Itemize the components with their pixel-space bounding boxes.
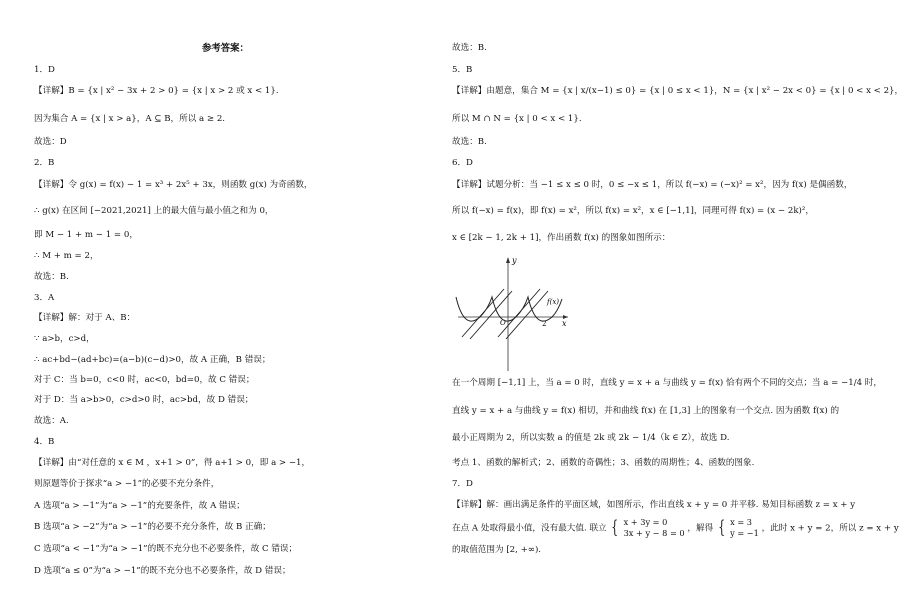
- text-line: 的取值范围为 [2, +∞).: [452, 545, 542, 555]
- equation-system: [730, 517, 759, 539]
- function-graph: [454, 253, 572, 375]
- x-axis-label: x: [562, 319, 567, 328]
- text-line: 故选：B.: [34, 272, 69, 282]
- equation: x + 3y = 0: [623, 517, 668, 527]
- text-line: 对于 D：当 a>b>0，c>d>0 时，ac>bd，故 D 错误；: [34, 395, 254, 405]
- text-line: 【详解】由题意，集合 M = {x | x/(x−1) ≤ 0} = {x | 0 ≤ x < 1}，N = {x | x² − 2x < 0} = {x | 0 < x < 2}，: [452, 86, 903, 96]
- answer-title: 参考答案：: [202, 43, 249, 54]
- text-line: 即 M − 1 + m − 1 = 0，: [34, 230, 138, 240]
- text-line: 【详解】试题分析：当 −1 ≤ x ≤ 0 时，0 ≤ −x ≤ 1，所以 f(−x) = (−x)² = x²，因为 f(x) 是偶函数，: [452, 180, 853, 190]
- text-line: 6．D: [452, 158, 473, 168]
- text-line: A 选项“a > −1”为“a > −1”的充要条件，故 A 错误；: [34, 501, 245, 511]
- equation: y = −1: [730, 528, 759, 538]
- text-line: ∵ a>b，c>d，: [34, 334, 95, 344]
- text-line: B 选项“a > −2”为“a > −1”的必要不充分条件，故 B 正确；: [34, 522, 271, 532]
- text-line: ∴ g(x) 在区间 [−2021,2021] 上的最大值与最小值之和为 0，: [34, 206, 274, 216]
- text-line: 则原题等价于探求“a > −1”的必要不充分条件，: [34, 479, 220, 489]
- equation-system: [624, 517, 685, 539]
- line-y-x-a: [506, 291, 548, 339]
- text-fragment: ，解得: [687, 523, 714, 534]
- text-line: ∴ ac+bd−(ad+bc)=(a−b)(c−d)>0，故 A 正确，B 错误；: [34, 355, 271, 365]
- text-line: 故选：A.: [34, 416, 69, 426]
- text-line: C 选项“a < −1”为“a > −1”的既不充分也不必要条件，故 C 错误；: [34, 544, 298, 554]
- text-line: 所以 f(−x) = f(x)，即 f(x) = x²，所以 f(x) = x²，x ∈ [−1,1]，同理可得 f(x) = (x − 2k)²，: [452, 206, 814, 216]
- text-line: 直线 y = x + a 与曲线 y = f(x) 相切，并和曲线 f(x) 在 [1,3] 上的图象有一个交点. 因为函数 f(x) 的: [452, 406, 840, 416]
- text-line: 故选：B.: [452, 137, 487, 147]
- text-line: 7．D: [452, 479, 473, 489]
- text-line: 故选：B.: [452, 43, 487, 53]
- text-line: 1．D: [34, 65, 55, 75]
- text-line: 考点 1、函数的解析式；2、函数的奇偶性；3、函数的周期性；4、函数的图象.: [452, 458, 755, 468]
- brace-icon: {: [718, 517, 726, 538]
- text-line: x ∈ [2k − 1, 2k + 1]，作出函数 f(x) 的图象如图所示：: [452, 233, 671, 243]
- text-line: 故选：D: [34, 137, 67, 147]
- text-line: D 选项“a ≤ 0”为“a > −1”的既不充分也不必要条件，故 D 错误；: [34, 566, 291, 576]
- equation: 3x + y − 8 = 0: [623, 528, 685, 538]
- brace-icon: {: [611, 517, 619, 538]
- curve-label: f(x): [547, 298, 560, 306]
- equation: x = 3: [730, 517, 752, 527]
- text-line: 5．B: [452, 65, 473, 75]
- text-line: 所以 M ∩ N = {x | 0 < x < 1}.: [452, 114, 582, 124]
- text-line: 3．A: [34, 293, 55, 303]
- text-line: ∴ M + m = 2，: [34, 251, 99, 261]
- text-line: 【详解】由“对任意的 x ∈ M ，x+1 > 0”，得 a+1 > 0，即 a > −1，: [34, 458, 311, 468]
- text-line: 因为集合 A = {x | x > a}，A ⊆ B，所以 a ≥ 2.: [34, 114, 226, 124]
- y-axis-label: y: [512, 256, 517, 265]
- text-line: 最小正周期为 2，所以实数 a 的值是 2k 或 2k − 1/4（k ∈ Z），故选 D.: [452, 433, 730, 443]
- text-line: 对于 C：当 b=0，c<0 时，ac<0，bd=0，故 C 错误；: [34, 375, 255, 385]
- text-line: 【详解】解：对于 A、B：: [34, 313, 136, 323]
- tick-label: 2: [542, 320, 547, 328]
- text-line: 【详解】令 g(x) = f(x) − 1 = x³ + 2x⁵ + 3x，则函数 g(x) 为奇函数，: [34, 180, 313, 190]
- origin-label: O: [500, 319, 506, 327]
- text-line: 4．B: [34, 437, 55, 447]
- text-line: 在一个周期 [−1,1] 上，当 a = 0 时，直线 y = x + a 与曲线 y = f(x) 恰有两个不同的交点；当 a = −1/4 时，: [452, 378, 882, 388]
- y-axis-arrow-icon: [506, 257, 510, 263]
- text-line: 【详解】B = {x | x² − 3x + 2 > 0} = {x | x > 2 或 x < 1}.: [34, 86, 279, 96]
- text-line: 【详解】解：画出满足条件的平面区域，如图所示，作出直线 x + y = 0 并平移. 易知目标函数 z = x + y: [452, 500, 856, 510]
- line-y-x-a: [470, 291, 512, 339]
- text-line: 2．B: [34, 158, 55, 168]
- equation-system-line: [452, 517, 899, 539]
- text-fragment: ，此时 x + y = 2，所以 z = x + y: [761, 523, 899, 534]
- text-fragment: 在点 A 处取得最小值，没有最大值. 联立: [452, 523, 607, 534]
